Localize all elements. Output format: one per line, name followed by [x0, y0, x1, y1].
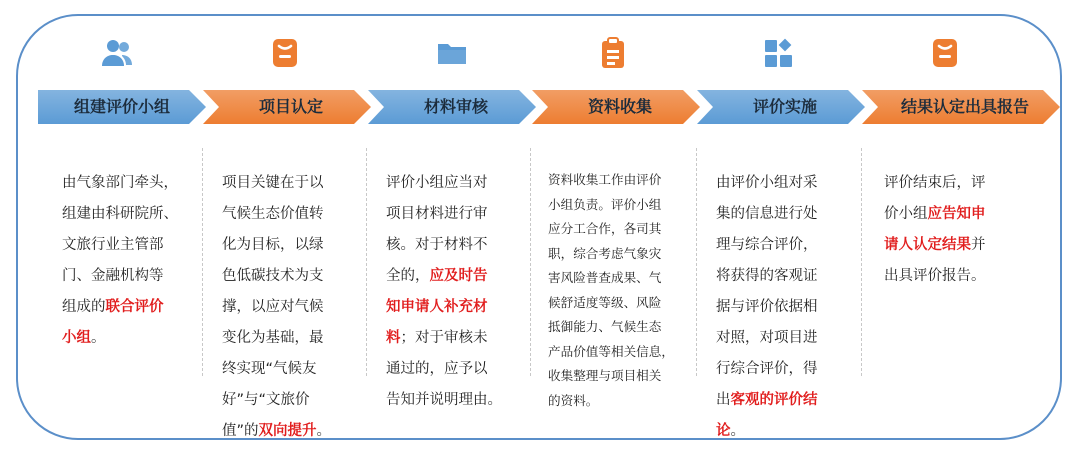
body-text: 由气象部门牵头， 组建由科研院所、 文旅行业主管部 门、金融机构等 组成的: [62, 175, 178, 315]
body-text: ；对于审核未 通过的，应予以 告知并说明理由。: [386, 330, 502, 408]
column-divider: [202, 148, 203, 376]
step-chevron-5: [697, 90, 865, 124]
clipboard-icon: [596, 36, 630, 70]
highlight-text: 应及时告 知申请人补充材 料: [386, 268, 488, 346]
body-text: 。: [730, 423, 745, 439]
highlight-text: 双向提升: [258, 423, 317, 439]
badge-icon: [928, 36, 962, 70]
highlight-text: 联合评价 小组: [62, 299, 164, 346]
step-chevron-2: [203, 90, 371, 124]
highlight-text: 应告知申 请人认定结果: [884, 206, 986, 253]
step-chevron-1: [38, 90, 206, 124]
users-icon: [100, 36, 134, 70]
step-description-3: [386, 168, 526, 416]
step-label: 资料收集: [587, 97, 652, 116]
step-description-6: [884, 168, 1024, 292]
apps-icon: [762, 36, 796, 70]
badge-icon: [268, 36, 302, 70]
step-description-5: [716, 168, 856, 447]
step-description-2: [222, 168, 358, 447]
body-text: 资料收集工作由评价 小组负责。评价小组 应分工合作，各司其 职，综合考虑气象灾 害风险普查成果、气 候舒适度等级、风险 抵御能力、气候生态 产品价值等相关信息， 收集整理与项目相关 的资料。: [548, 172, 674, 408]
step-chevron-3: [368, 90, 536, 124]
body-text: 由评价小组对采 集的信息进行处 理与综合评价， 将获得的客观证 据与评价依据相 对照，对项目进 行综合评价，得 出: [716, 175, 818, 408]
body-text: 项目关键在于以 气候生态价值转 化为目标，以绿 色低碳技术为支 撑，以应对气候 变化为基础，最 终实现“气候友 好”与“文旅价 值”的: [222, 175, 324, 439]
step-label: 组建评价小组: [73, 97, 170, 116]
step-chevron-4: [532, 90, 700, 124]
step-label: 材料审核: [423, 97, 488, 116]
body-text: 评价小组应当对 项目材料进行审 核。对于材料不 全的，: [386, 175, 488, 284]
folder-icon: [435, 36, 469, 70]
highlight-text: 客观的评价结 论: [716, 392, 818, 439]
step-description-4: [548, 168, 688, 413]
step-chevron-6: [862, 90, 1060, 124]
body-text: 并 出具评价报告。: [884, 237, 986, 284]
column-divider: [696, 148, 697, 376]
step-label: 项目认定: [258, 97, 323, 116]
body-text: 评价结束后，评 价小组: [884, 175, 986, 222]
body-text: 。: [316, 423, 332, 439]
column-divider: [530, 148, 531, 376]
body-text: 。: [91, 330, 106, 346]
step-label: 评价实施: [752, 97, 817, 116]
step-label: 结果认定出具报告: [900, 97, 1029, 116]
column-divider: [861, 148, 862, 376]
column-divider: [366, 148, 367, 376]
step-description-1: [62, 168, 197, 354]
